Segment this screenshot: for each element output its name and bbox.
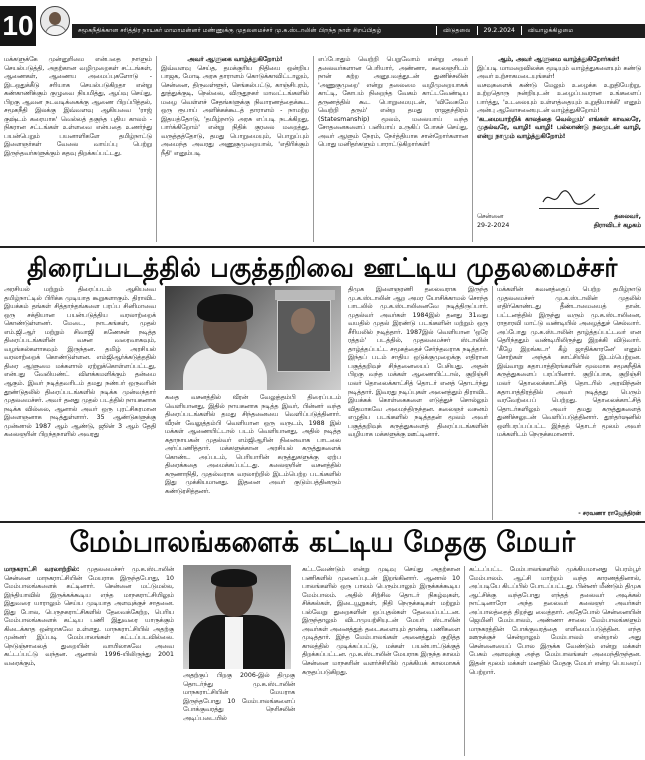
column-divider (472, 56, 473, 242)
article2-col-3-text: கட்டப்பட்ட மேம்பாலங்களில் முக்கியமானது பெரம்பூர் மேம்பாலம். ஆட்சி மாற்றம் வந்த காரணத்தினால், அப்படியே கிடப்பில் போடப்பட்டது. பின்னர் மீண்டும் திமுக ஆட்சிக்கு வந்தபோது எந்தத் தலைவர் அடிக்கல் நாட்டினாரோ அந்த தலைவர் கலைஞர் அவர்கள் அப்பாலத்தைத் திறந்து வைத்தார். அதேபோல் சென்னையின் ஜெமினி மேம்பாலம், அண்ணா சாலை மேம்பாலங்களும் மாநகரத்தின் போக்குவரத்தை எளிமைப்படுத்தின. எந்த ஊருக்குச் சென்றாலும் மேம்பாலம் என்றால் அது சென்னையைப் போல இருக்க வேண்டும் என்று மக்கள் பேசும் அளவுக்கு அந்த மேம்பாலங்கள் அமைந்திருந்தன. இதன் மூலம் மக்கள் மனதில் மேதகு மேயர் என்ற பெயரைப் பெற்றார். (469, 566, 641, 676)
film-still-face (291, 308, 315, 334)
issue-weekday: வியாழக்கிழமை (527, 27, 574, 34)
article1-col-3-text: திமுக இளைஞரணி தலைவராக இருந்த மு.க.ஸ்டாலின் ஆற அமர யோசிக்காமல் சொந்த பாடலில் மு.க.ஸ்டாலினைவே நடித்திருப்பார். முதல்வர் அவர்கள் 1984இல் தனது 31வது வயதில் முதல் இரண்டு படங்களின் மற்றும் ஒரு சீரியலில் நடித்தார். 1987இல் வெளியான 'ஒரே ரத்தம்' படத்தில், முதலமைச்சர் ஸ்டாலின் தாழ்த்தப்பட்ட சமூகத்தைச் சேர்ந்தவராக நடித்தார். இந்தப் படம் சாதிய ஒடுக்குமுறைக்கு எதிரான பகுத்தறிவுச் சிந்தனையைப் பேசியது. அதன் பிறகு வந்த மக்கள் ஆணையிட்டால், குறிஞ்சி மலர் தொலைக்காட்சித் தொடர் எனத் தொடர்ந்து நடித்தார். இவரது நடிப்புகள் அனைத்தும் திராவிட இயக்கக் கொள்கைகளை எடுத்துச் சொல்லும் விதமாகவே அமைந்திருந்தன. கலைஞர் வசனம் எழுதிய படங்களில் நடித்ததன் மூலம் அவர் பகுத்தறிவுக் கருத்துகளைத் திரைப்படங்களின் வழியாக மக்களுக்கு ஊட்டினார். (348, 286, 488, 439)
top-col-3-text: எப்போதும் வெற்றி பெறுவோம் என்று அவர் தலைவர்களான பெரியார், அண்ணா, கலைஞரிடம் நான் கற்ற அனுபவத்துடன் துணிச்சலின் 'அணுகுமுறை' என்று தலைமை வழிமுறையாகக் காட்டி, கோபம் நிறைந்த வேகம் காட்டவேண்டிய தருணத்தில் கூட பொறுமையுடன், 'விவேகமே வெற்றி தரும்' என்ற தமது ராஜதந்திரம் (Statesmanship) மூலம், மலையாய் வந்த சோதனைகளைப் பனியாய் உருகிப் போகச் செய்து, அவர் ஆளும் நேரம், நேர்த்தியாக சான்றோர்களான பொது மனிதர்களும் பாராட்டுகிறார்கள்! (318, 56, 468, 149)
portrait-shirt (225, 617, 243, 669)
article1-col-4 (497, 286, 641, 520)
article1-col-4-text: மக்களின் கவனத்தைப் பெற்ற தமிழ்நாடு முதலமைச்சர் மு.க.ஸ்டாலின் முதலில் எதிர்கொண்டது தீண்டாமையைத் தான். பட்டனத்தில் இருந்து வரும் மு.க.ஸ்டாலினை, ராதாரவி மாட்டு வண்டியில் அழைத்துச் செல்வார். அப்போது மு.க.ஸ்டாலின் தாழ்த்தப்பட்டவர் என தெரிந்ததும் வண்டியிலிருந்து இறக்கி விடுவார். 'கீழே இறங்கடா' கீழ் ஜாதிக்காரனே' எனும் சொற்கள் அந்தக் காட்சியில் இடம்பெற்றன. இவ்வாறு கதாபாத்திரங்களின் மூலமாக சமூகநீதிக் கருத்துகளைப் பரப்பினார். குறிப்பாக, குறிஞ்சி மலர் தொலைக்காட்சித் தொடரில் அரவிந்தன் கதாபாத்திரத்தில் அவர் நடித்தது பெரும் வரவேற்பைப் பெற்றது. தொலைக்காட்சித் தொடர்களிலும் அவர் தமது கருத்துகளைத் துணிச்சலுடன் வெளிப்படுத்தினார். தூர்தர்ஷனில் ஒளிபரப்பப்பட்ட இந்தத் தொடர் மூலம் அவர் மக்களிடம் நெருக்கமானார். (497, 286, 641, 439)
portrait-hair (211, 569, 257, 587)
article2-caption-text: அதற்குப் பிறகு 2006-இல் திமுகு தொடர்ந்து மு.க.ஸ்டாலின் மாநகராட்சியின் மேயராக இருந்தபோது 10 மேம்பாலங்களைப் போக்குவரத்து நெரிசலின் அடிப்படையில் (183, 672, 295, 722)
article2-lead: மாநகராட்சி வரலாற்றில்: (4, 566, 80, 573)
top-col-1 (4, 56, 152, 242)
signatory-org: திராவிடர் கழகம் (593, 221, 641, 229)
top-col-1-text: மக்களுக்கே முன்னுரிமை என்பதை நாளும் செயல்படுத்தி, அதற்கான வழிமுறைகள் சட்டங்கள், ஆணைகள், ஆணைய அமைப்புகளோடு - இடஒதுக்கீடு சரியாக செயல்படுகிறதா என்று கண்காணிக்கும் குழுவை நியமித்து, ஆய்வு செய்து, பிறகு ஆவன நடவடிக்கைக்கு ஆணை பிறப்பித்தல், சமூகநீதி இலக்கு இவ்வளவு ஆகியவை 'ராஜ் குஷ்டம் கரையாக' வெல்லத் தகுந்த புதிய காலம் - நிகரான சட்டங்கள் உள்ளவை என்பதை உணர்ந்து பயன்பெறும் பயனாளிகளே தமிழ்நாட்டு இளைஞர்கள் வேலை வாய்ப்பு பெற்று இருந்தவர்களுக்கும் கதவு திறக்கப்பட்டது. (4, 56, 152, 158)
article2-col-2 (302, 566, 460, 756)
statement-date: 29-2-2024 (477, 221, 510, 229)
portrait-hair (197, 294, 253, 322)
article1-photo (165, 286, 341, 390)
portrait-shirt (183, 348, 267, 390)
column-divider (313, 56, 314, 242)
article2-headline: மேம்பாலங்களைக் கட்டிய மேதகு மேயர் (69, 526, 576, 559)
statement-intro: இப்படி மாமறைவிலக்க மூடியும் வாழ்த்துகளையும் கண்டு அவர் உற்சாகமடையுங்கள்! (477, 64, 641, 81)
series-title: சமூகநீதிக்கான சரித்திர நாயகர் மாமாமன்னர் மண்ணுக்கு முதலமைச்சர் மு.க.ஸ்டாலின் பிறந்த நாள் சிறப்பிதழ் (78, 27, 382, 34)
column-divider (492, 286, 493, 520)
signatory-block (477, 213, 641, 230)
portrait-face (49, 12, 61, 25)
statement-place: சென்னை (477, 213, 504, 220)
article1-col-1 (4, 286, 156, 520)
film-title-strip (275, 290, 335, 300)
article1-byline: - சரவணா ராஜேந்திரன் (578, 510, 641, 517)
signatory-title: தலைவர், (614, 213, 641, 220)
issue-date: 29.2.2024 (483, 27, 515, 34)
section-rule (0, 246, 645, 248)
header-bar (72, 24, 645, 38)
statement-text: வசவுகளைக் கண்டு மேலும் உழைக்க உறுதியேற்று, உற்றதொரு நன்றியுடன் உழைப்பவரான உங்களைப் பார்த்து, 'உடலையும் உள்ளத்தையும் உறுதியாக்கி' எனும் அன்பு ஆலோசனையுடன் வாழ்த்துகிறோம்! (477, 81, 641, 115)
statement-box (477, 56, 641, 242)
column-divider (464, 566, 465, 756)
top-col-2-text: இவ்வளவு செய்த, தமக்குரிய நிதியை ஒன்றிய பாஜக, மோடி அரசு தாராளம் கொடுக்காவிட்டாலும், சென்னை, திருவள்ளூர், செங்கல்பட்டு, காஞ்சிபுரம், தூத்துக்குடி, நெல்லை, விருதுநகர் மாவட்டங்களில் மழை வெள்ளச் சேதங்களுக்கு நிவாரணத்தைக்கூட ஒரு ரூபாய் அளிக்கக்கூடத் தாராளம் - நாமற்ற இதயத்தோடு, 'தமிழ்நாடு அரசு எப்படி நடக்கிறது, பார்க்கிறோம்' என்று நிதிக் குரலை மறைத்து, வருத்தத்தோடு, தமது பொறுமையும், பொறுப்பும் அமைந்த அவரது அணுகுமுறையால், 'எதிரிக்கும் நீதி' எனும்படி (161, 64, 309, 158)
statement-slogan: 'கடமையாற்றிக் காலத்தை வெல்லும்' எங்கள் காவலரே, முதல்வரே, வாழி! வாழி! பல்லாண்டு நலமுடன் வாழி, என்று நாமும் வாழ்த்துகிறோம்! (477, 115, 641, 140)
portrait-body (45, 25, 67, 36)
article1-col-2 (165, 394, 341, 520)
header-divider (477, 26, 478, 35)
signature-scrawl (539, 188, 599, 208)
header-divider (521, 26, 522, 35)
statement-heading: ஆம், அவர் ஆளுமை வாழ்த்துகிறோர்கள்! (498, 56, 620, 63)
page-header (0, 0, 645, 50)
header-portrait-logo (40, 6, 70, 36)
top-col-3 (318, 56, 468, 242)
article1-col-2-text: கதை வசனத்தில் வீரன் வேலுத்தம்பி திரைப்படம் வெளியானது, இதில் நாயகனாக நடித்த இவர், பின்னர் வந்த திரைப்படங்களில் தமது சிந்தனையை வெளிப்படுத்தினார். வீரன் வேலுத்தம்பி வெளியான ஒரு வருடம், 1988 இல் மக்கள் ஆணையிட்டால் படம் வெளியானது, அதில் நடித்த கதாநாயகன் முதல்வர் எம்ஜிஆரின் நினைவாக பாடலை அர்ப்பணித்தார். மக்களுக்கான அரசியல் கருத்துகளைக் கொண்ட அப்படம், பெரியாரின் கருத்துகளுக்கு ஏற்ப திரைக்கதை அமைக்கப்பட்டது. கலைஞரின் வசனத்தில் கருணாநிதி, முதல்வராக வரலாற்றில் இடம்பெற்ற படங்களில் இது முக்கியமானது. இதனை அவர் குடும்பத்தினரும் கண்டுரசித்தனர். (165, 394, 341, 496)
signature-image (539, 188, 599, 209)
article2-col-2-text: கட்டவேண்டும் என்று முடிவு செய்து அதற்கான பணிகளில் முனைப்புடன் இறங்கினார். ஆனால் 10 பாலங்களில் ஒரு பாலம் பெரும்பாலும் இருக்கக்கூடிய மேம்பாலம். அதில் சிற்சில தொடர் நிகழ்வுகள், சிக்கல்கள், இடையூறுகள், நிதி நெருக்கடிகள் மற்றும் பல்வேறு துறைகளின் ஒப்புதல்கள் தேவைப்பட்டன. இருந்தாலும் விடாமுயற்சியுடன் மேயர் ஸ்டாலின் அவர்கள் அனைத்துத் தடைகளையும் தாண்டி பணிகளை முடித்தார். இந்த மேம்பாலங்கள் அனைத்தும் குறித்த காலத்தில் முடிக்கப்பட்டு, மக்கள் பயன்பாட்டுக்குத் திறக்கப்பட்டன. மு.க.ஸ்டாலின் மேயராக இருந்த காலம் சென்னை மாநகரின் வளர்ச்சியில் முக்கியக் காலமாகக் கருதப்படுகிறது. (302, 566, 460, 676)
top-col-2-heading: அவர் ஆளுகை வாழ்த்துகிறோம்! (187, 56, 283, 63)
article2-col-3 (469, 566, 641, 756)
article1-col-1-text: அரசியல் மற்றும் திரைப்படம் ஆகியவை தமிழ்நாட்டில் பிரிக்க முடியாத கூறுகளாகும். திராவிட இயக்கம் தங்கள் சித்தாந்தங்களை பரப்ப சினிமாவை ஒரு சக்தியான பயன்படுத்திய வரலாற்றைக் கொண்டுள்ளனர். மேடை, நாடகங்கள், முதல் எம்.ஜி.ஆர் மற்றும் சிவாஜி கணேசன் நடித்த திரைப்படங்களின் வசன வரைவாகவும், வழங்கல்களாகவும் இருந்தன. தமிழ் அரசியல் வரலாற்றைக் கொண்டுள்ளன. எம்ஜிஆர்க்கடுத்ததில் திரை ஆளுமை மக்களால் ஏற்றுக்கொள்ளப்பட்டது, என்பது வேலியண்ட் விளக்கமளிக்கும் தன்மை ஆகும். இவர் நடித்தவரிடம் தமது நண்பர் ஒருவரின் தூண்டுதலில் திரைப்படங்களில் நடிக்க முன்வந்தார் முதலமைச்சர். அவர் தனது முதல் படத்தில் நாயகனாக நடிக்க வில்லை, ஆனால் அவர் ஒரு புரட்சிகரமான இளைஞனாக நடித்துள்ளார். 35 ஆண்டுகளுக்கு முன்னால் 1987 ஆம் ஆண்டு, ஜூன் 3 ஆம் தேதி கலைஞரின் பிறந்தநாளில் அவரது (4, 286, 156, 439)
article2-photo (183, 565, 291, 669)
article2-col-1-text: முதலமைச்சர் மு.க.ஸ்டாலின் சென்னை மாநகராட்சியின் மேயராக இருந்தபோது, 10 மேம்பாலங்களைக் கட்டினார். சென்னை மட்டுமல்ல, இந்தியாவில் இருக்கக்கூடிய எந்த மாநகராட்சியிலும் இதுவரை யாராலும் செய்ய முடியாத அளவுக்குச் சாதனை. இது போல, பெருநகராட்சிகளில் தேவைக்கேற்ற, பெரிய மேம்பாலங்களைக் கட்டிய பணி இதுவரை யாருக்கும் கிடைக்காத ஒன்றாகவே உள்ளது. மாநகராட்சியில் அதற்கு முன்னர் இப்படி மேம்பாலங்கள் கட்டப்படவில்லை. நெடுஞ்சாலைத் துறையின் வாயிலாகவே அவை கட்டப்பட்டு வந்தன. ஆனால் 1996-யிலிருந்து 2001 வரைக்கும், (4, 566, 174, 668)
article1-headline: திரைப்படத்தில் பகுத்தறிவை ஊட்டிய முதலமைச்சர் (27, 252, 618, 283)
header-divider (436, 26, 437, 35)
article1-col-3 (348, 286, 488, 520)
article2-caption (183, 672, 295, 756)
publication-name: விடுதலை (442, 27, 471, 34)
top-col-2 (161, 56, 309, 242)
column-divider (156, 56, 157, 242)
article2-col-1 (4, 566, 174, 756)
section-rule (0, 521, 645, 523)
page-number: 10 (0, 6, 36, 46)
